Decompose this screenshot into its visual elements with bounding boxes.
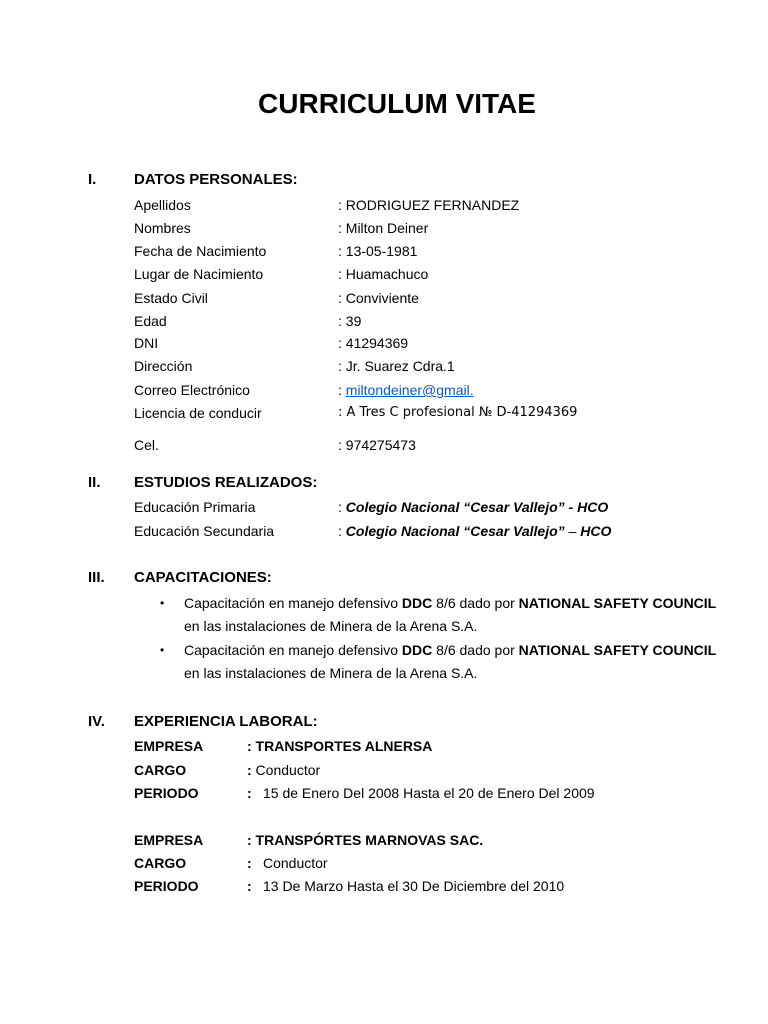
job-2-empresa-label: EMPRESA [134, 832, 204, 848]
job-2-cargo-label: CARGO [134, 855, 187, 871]
job-1-cargo-value [247, 761, 320, 779]
label-secundaria: Educación Secundaria [134, 523, 275, 539]
job-1-periodo-label: PERIODO [134, 785, 199, 801]
label-estado-civil: Estado Civil [134, 290, 208, 306]
secundaria-city: HCO [580, 523, 612, 539]
label-primaria: Educación Primaria [134, 499, 256, 515]
value-estado-civil: : Conviviente [338, 290, 419, 306]
training-item-1-line2: en las instalaciones de Minera de la Arena S.A. [184, 618, 478, 634]
email-link[interactable]: miltondeiner@gmail. [345, 382, 474, 398]
label-fecha-nacimiento: Fecha de Nacimiento [134, 243, 267, 259]
training-item-1-line1 [184, 594, 716, 612]
label-direccion: Dirección [134, 358, 193, 374]
secundaria-dash: – [564, 523, 581, 539]
label-cel: Cel. [134, 437, 159, 453]
job-2-cargo-colon: : [247, 855, 252, 871]
section-number-studies: II. [88, 474, 101, 491]
primaria-colon: : [338, 499, 346, 515]
value-secundaria [338, 522, 611, 540]
label-lugar-nacimiento: Lugar de Nacimiento [134, 266, 264, 282]
job-1-empresa-label: EMPRESA [134, 738, 204, 754]
training-text: 8/6 dado por [432, 595, 519, 611]
primaria-school: Colegio Nacional “Cesar Vallejo” - HCO [345, 499, 609, 515]
label-nombres: Nombres [134, 220, 191, 236]
section-number-training: III. [88, 569, 105, 586]
job-1-periodo-colon: : [247, 785, 252, 801]
job-1-cargo-label: CARGO [134, 762, 187, 778]
section-number-personal: I. [88, 171, 97, 188]
label-dni: DNI [134, 335, 159, 351]
job-2-empresa-value: : TRANSPÓRTES MARNOVAS SAC. [247, 832, 484, 848]
value-direccion: : Jr. Suarez Cdra.1 [338, 358, 455, 374]
job-1-periodo-value: 15 de Enero Del 2008 Hasta el 20 de Enero Del 2009 [263, 785, 595, 801]
value-licencia: : A Tres C profesional № D-41294369 [338, 405, 578, 420]
value-fecha-nacimiento: : 13-05-1981 [338, 243, 418, 259]
value-dni: : 41294369 [338, 335, 409, 351]
section-heading-experience: EXPERIENCIA LABORAL: [134, 713, 318, 730]
secundaria-school: Colegio Nacional “Cesar Vallejo” [345, 523, 565, 539]
section-heading-studies: ESTUDIOS REALIZADOS: [134, 474, 318, 491]
job-2-periodo-label: PERIODO [134, 878, 199, 894]
value-edad: : 39 [338, 313, 362, 329]
job-2-periodo-colon: : [247, 878, 252, 894]
value-nombres: : Milton Deiner [338, 220, 429, 236]
training-org: NATIONAL SAFETY COUNCIL [518, 642, 717, 658]
job-1-empresa-value: : TRANSPORTES ALNERSA [247, 738, 433, 754]
job-2-cargo-value: Conductor [263, 855, 328, 871]
secundaria-colon: : [338, 523, 346, 539]
section-number-experience: IV. [88, 713, 105, 730]
cargo-colon: : [247, 762, 252, 778]
page-title: CURRICULUM VITAE [258, 88, 536, 119]
bullet-icon: • [160, 643, 165, 657]
training-org: NATIONAL SAFETY COUNCIL [518, 595, 717, 611]
value-cel: : 974275473 [338, 437, 416, 453]
training-text: Capacitación en manejo defensivo [184, 642, 402, 658]
training-ddc: DDC [401, 642, 433, 658]
training-ddc: DDC [401, 595, 433, 611]
cargo-text: Conductor [251, 762, 321, 778]
label-correo: Correo Electrónico [134, 382, 250, 398]
value-apellidos: : RODRIGUEZ FERNANDEZ [338, 197, 520, 213]
bullet-icon: • [160, 596, 165, 610]
section-heading-training: CAPACITACIONES: [134, 569, 272, 586]
label-licencia: Licencia de conducir [134, 405, 262, 421]
label-edad: Edad [134, 313, 167, 329]
training-item-2-line1 [184, 641, 716, 659]
training-text: Capacitación en manejo defensivo [184, 595, 402, 611]
value-lugar-nacimiento: : Huamachuco [338, 266, 429, 282]
training-text: 8/6 dado por [432, 642, 519, 658]
value-primaria [338, 498, 608, 516]
training-item-2-line2: en las instalaciones de Minera de la Arena S.A. [184, 665, 478, 681]
label-apellidos: Apellidos [134, 197, 191, 213]
correo-colon: : [338, 382, 346, 398]
job-2-periodo-value: 13 De Marzo Hasta el 30 De Diciembre del 2010 [263, 878, 565, 894]
value-correo [338, 381, 474, 399]
section-heading-personal: DATOS PERSONALES: [134, 171, 298, 188]
